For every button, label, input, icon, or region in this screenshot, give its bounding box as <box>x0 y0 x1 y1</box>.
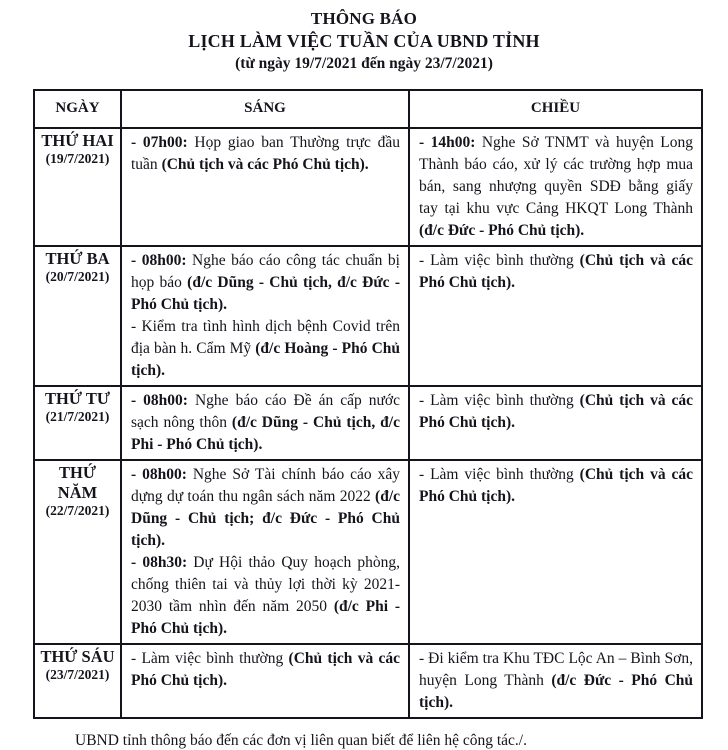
day-date: (22/7/2021) <box>45 502 110 518</box>
table-row-wednesday <box>34 386 702 460</box>
afternoon-cell <box>409 246 702 386</box>
table-row-thursday <box>34 460 702 644</box>
day-cell <box>34 128 121 246</box>
schedule-paragraph: - 14h00: Nghe Sở TNMT và huyện Long Thành báo cáo, xử lý các trường hợp mua bán, sang nhượng quyền SDĐ bằng giấy tay tại khu vực Cảng HKQT Long Thành (đ/c Đức - Phó Chủ tịch). <box>419 133 693 239</box>
day-label: THỨ HAI <box>41 130 114 150</box>
day-cell <box>34 460 121 644</box>
morning-cell <box>121 644 409 718</box>
table-row-friday <box>34 644 702 718</box>
day-label: THỨ NĂM <box>57 462 98 502</box>
day-date: (23/7/2021) <box>45 666 110 682</box>
afternoon-cell <box>409 644 702 718</box>
col-header-day: NGÀY <box>34 90 121 128</box>
schedule-paragraph: - 08h00: Nghe báo cáo công tác chuẩn bị họp báo (đ/c Dũng - Chủ tịch, đ/c Đức - Phó Chủ tịch). <box>131 251 400 313</box>
day-label: THỨ TƯ <box>45 388 110 408</box>
schedule-paragraph: - Làm việc bình thường (Chủ tịch và các Phó Chủ tịch). <box>419 391 693 431</box>
schedule-paragraph: - 07h00: Họp giao ban Thường trực đầu tuần (Chủ tịch và các Phó Chủ tịch). <box>131 133 400 173</box>
schedule-paragraph: - 08h30: Dự Hội thảo Quy hoạch phòng, chống thiên tai và thủy lợi thời kỳ 2021-2030 tầm nhìn đến năm 2050 (đ/c Phi - Phó Chủ tịch). <box>131 553 401 637</box>
date-range: (từ ngày 19/7/2021 đến ngày 23/7/2021) <box>235 55 493 73</box>
notice-title: THÔNG BÁO <box>310 9 418 28</box>
schedule-paragraph: - Kiểm tra tình hình dịch bệnh Covid trên địa bàn h. Cẩm Mỹ (đ/c Hoàng - Phó Chủ tịch). <box>131 317 400 379</box>
day-cell <box>34 246 121 386</box>
document-header <box>0 0 728 75</box>
day-date: (20/7/2021) <box>45 268 110 284</box>
morning-cell <box>121 386 409 460</box>
schedule-paragraph: - Làm việc bình thường (Chủ tịch và các Phó Chủ tịch). <box>419 251 693 291</box>
morning-cell <box>121 246 409 386</box>
closing-note: UBND tỉnh thông báo đến các đơn vị liên quan biết để liên hệ công tác./. <box>75 731 527 749</box>
schedule-paragraph: - Làm việc bình thường (Chủ tịch và các Phó Chủ tịch). <box>131 649 400 689</box>
day-cell <box>34 386 121 460</box>
table-row-tuesday <box>34 246 702 386</box>
schedule-title: LỊCH LÀM VIỆC TUẦN CỦA UBND TỈNH <box>188 31 540 52</box>
day-date: (19/7/2021) <box>45 150 110 166</box>
day-label: THỨ SÁU <box>40 646 115 666</box>
afternoon-cell <box>409 128 702 246</box>
schedule-paragraph: - 08h00: Nghe Sở Tài chính báo cáo xây dựng dự toán thu ngân sách năm 2022 (đ/c Dũng - Chủ tịch; đ/c Đức - Phó Chủ tịch). <box>131 465 401 549</box>
morning-cell <box>121 460 409 644</box>
col-header-afternoon: CHIỀU <box>409 90 702 128</box>
afternoon-cell <box>409 386 702 460</box>
day-cell <box>34 644 121 718</box>
schedule-paragraph: - Làm việc bình thường (Chủ tịch và các Phó Chủ tịch). <box>419 465 693 505</box>
table-row-monday <box>34 128 702 246</box>
afternoon-cell <box>409 460 702 644</box>
schedule-paragraph: - Đi kiểm tra Khu TĐC Lộc An – Bình Sơn, huyện Long Thành (đ/c Đức - Phó Chủ tịch). <box>419 649 694 711</box>
col-header-morning: SÁNG <box>121 90 409 128</box>
schedule-paragraph: - 08h00: Nghe báo cáo Đề án cấp nước sạch nông thôn (đ/c Dũng - Chủ tịch, đ/c Phi - Phó Chủ tịch). <box>131 391 400 453</box>
header-row <box>34 90 702 128</box>
morning-cell <box>121 128 409 246</box>
day-date: (21/7/2021) <box>45 408 110 424</box>
day-label: THỨ BA <box>45 248 110 268</box>
schedule-table <box>33 89 703 719</box>
